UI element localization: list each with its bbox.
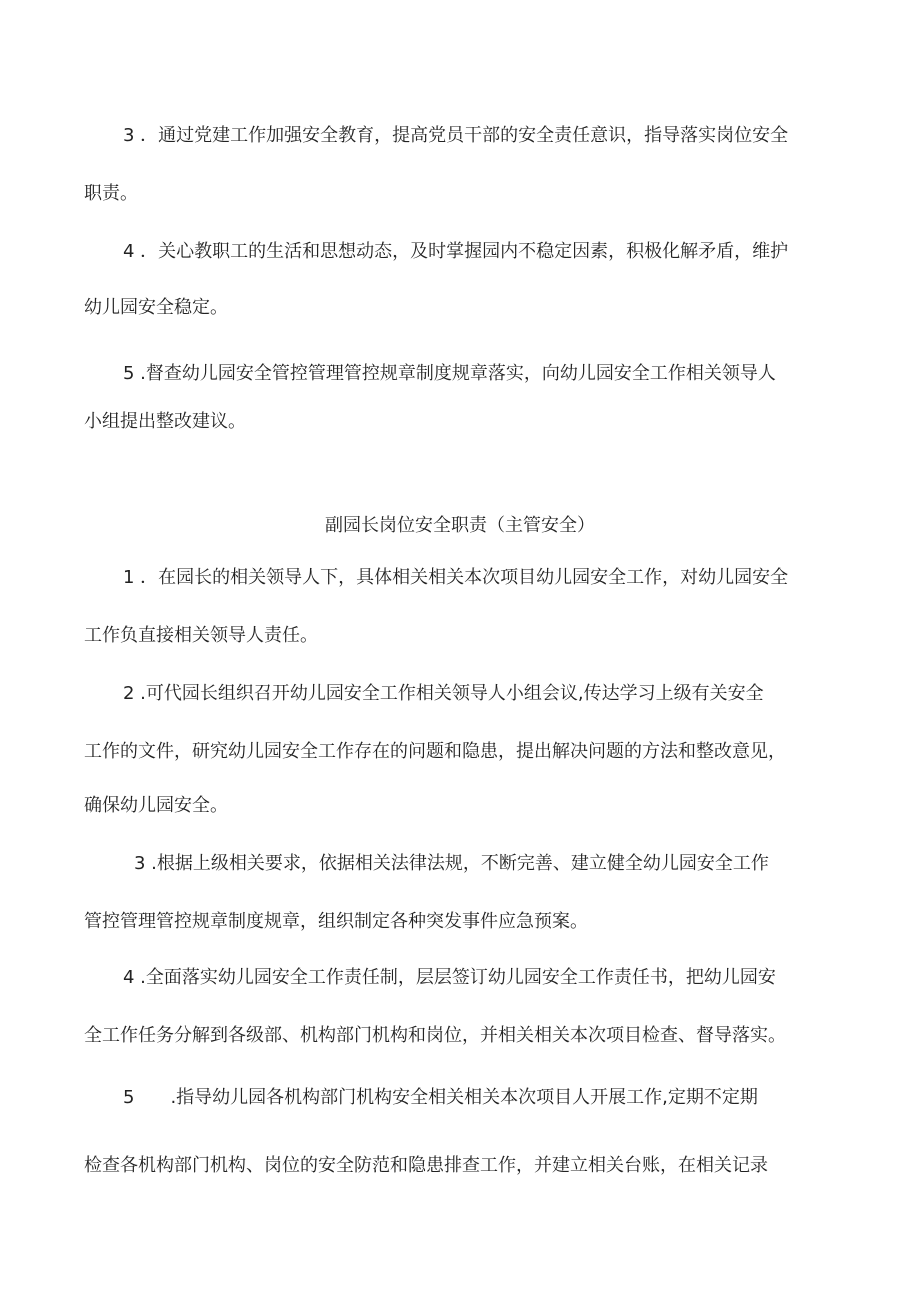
item-2-line-1: 2 .可代园长组织召开幼儿园安全工作相关领导人小组会议,传达学习上级有关安全 (123, 683, 764, 704)
paragraph-5-line-1: 5 .督查幼儿园安全管控管理管控规章制度规章落实，向幼儿园安全工作相关领导人 (123, 363, 776, 384)
item-1-line-2: 工作负直接相关领导人责任。 (84, 625, 318, 646)
paragraph-3-line-1: 3 ．通过党建工作加强安全教育，提高党员干部的安全责任意识，指导落实岗位安全 (123, 125, 789, 146)
item-3-line-1: 3 .根据上级相关要求，依据相关法律法规，不断完善、建立健全幼儿园安全工作 (134, 853, 769, 874)
item-4-line-1: 4 .全面落实幼儿园安全工作责任制，层层签订幼儿园安全工作责任书，把幼儿园安 (123, 967, 776, 988)
paragraph-4-line-1: 4 ．关心教职工的生活和思想动态，及时掌握园内不稳定因素，积极化解矛盾，维护 (123, 241, 789, 262)
item-1-line-1: 1 ．在园长的相关领导人下，具体相关相关本次项目幼儿园安全工作，对幼儿园安全 (123, 567, 789, 588)
paragraph-3-line-2: 职责。 (84, 183, 138, 204)
section-heading: 副园长岗位安全职责（主管安全） (325, 515, 595, 536)
item-2-line-2: 工作的文件，研究幼儿园安全工作存在的问题和隐患，提出解决问题的方法和整改意见， (84, 741, 786, 762)
item-5-line-1: 5 .指导幼儿园各机构部门机构安全相关相关本次项目人开展工作,定期不定期 (123, 1087, 758, 1108)
item-3-line-2: 管控管理管控规章制度规章，组织制定各种突发事件应急预案。 (84, 911, 588, 932)
paragraph-5-line-2: 小组提出整改建议。 (84, 411, 246, 432)
paragraph-4-line-2: 幼儿园安全稳定。 (84, 297, 228, 318)
item-5-line-2: 检查各机构部门机构、岗位的安全防范和隐患排查工作，并建立相关台账，在相关记录 (84, 1155, 768, 1176)
item-4-line-2: 全工作任务分解到各级部、机构部门机构和岗位，并相关相关本次项目检查、督导落实。 (84, 1025, 786, 1046)
item-2-line-3: 确保幼儿园安全。 (84, 795, 228, 816)
